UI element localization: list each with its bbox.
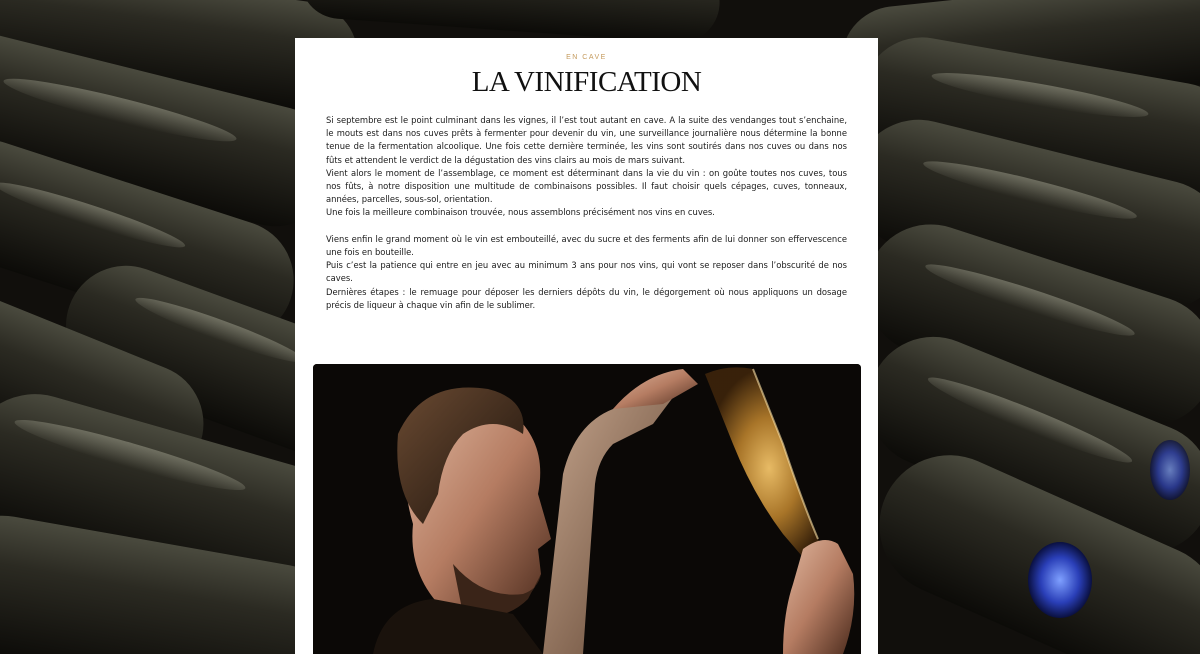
content-card	[295, 38, 878, 654]
paragraph: Dernières étapes : le remuage pour déposer les derniers dépôts du vin, le dégorgement où nous appliquons un dosage précis de liqueur à chaque vin afin de le sublimer.	[326, 286, 847, 310]
article-body	[326, 114, 847, 312]
paragraph: Si septembre est le point culminant dans les vignes, il l’est tout autant en cave. A la suite des vendanges tout s’enchaine, le mouts est dans nos cuves prêts à fermenter pour devenir du vin, une surveillance journalière nous détermine la bonne tenue de la fermentation alcoolique. Une fois cette dernière terminée, les vins sont soutirés dans nos cuves ou dans nos fûts et attendent le verdict de la dégustation des vins clairs au mois de mars suivant.	[326, 115, 847, 165]
page-title: LA VINIFICATION	[471, 66, 702, 98]
paragraph: Une fois la meilleure combinaison trouvée, nous assemblons précisément nos vins en cuves.	[326, 207, 715, 218]
paragraph: Puis c’est la patience qui entre en jeu avec au minimum 3 ans pour nos vins, qui vont se reposer dans l’obscurité de nos caves.	[326, 260, 847, 284]
section-eyebrow: EN CAVE	[566, 54, 607, 61]
winemaker-photo	[313, 364, 861, 654]
paragraph: Vient alors le moment de l’assemblage, ce moment est déterminant dans la vie du vin : on goûte toutes nos cuves, tous nos fûts, à notre disposition une multitude de combinaisons possibles. Il faut choisir quels cépages, cuves, tonneaux, années, parcelles, sous-sol, orientation.	[326, 167, 847, 205]
paragraph: Viens enfin le grand moment où le vin est embouteillé, avec du sucre et des ferments afin de lui donner son effervescence une fois en bouteille.	[326, 233, 847, 258]
paragraph-spacer	[326, 220, 847, 233]
